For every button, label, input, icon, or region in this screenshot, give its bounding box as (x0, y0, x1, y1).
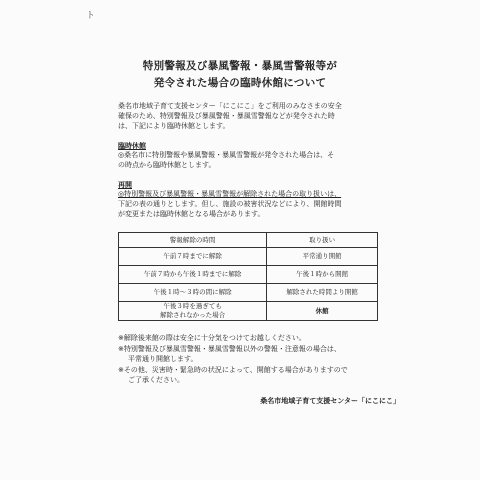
cell-time: 午前７時までに解除 (119, 248, 267, 266)
reopen-line: が変更または臨時休館となる場合があります。 (118, 210, 265, 218)
title-line-1: 特別警報及び暴風警報・暴風雪警報等が (142, 60, 338, 72)
note-line: ご了承ください。 (128, 376, 184, 384)
note-line: 平常通り開館します。 (128, 355, 198, 363)
reopen-body (118, 189, 400, 219)
scan-mark: ト (86, 11, 96, 21)
intro-paragraph (118, 101, 400, 131)
note-line: ※解除後来館の際は安全に十分気をつけてお越しください。 (118, 334, 306, 342)
title-line-2: 発令された場合の臨時休館について (153, 77, 327, 89)
footer-organization: 桑名市地域子育て支援センター「にこにこ」 (260, 397, 400, 405)
closure-body (118, 150, 400, 170)
table-row (119, 248, 378, 266)
note-line: ※その他、災害時・緊急時の状況によって、開館する場合がありますので (118, 365, 348, 374)
note-line: ※特別警報及び暴風雪警報・暴風雪警報以外の警報・注意報の場合は、 (118, 344, 341, 353)
notes (118, 333, 400, 386)
table-row (119, 284, 378, 302)
closure-line: ◎桑名市に特別警報や暴風警報・暴風雪警報が発令された場合は、そ (118, 151, 335, 159)
table-row (119, 302, 378, 321)
intro-line: 桑名市地域子育て支援センター「にこにこ」をご利用のみなさまの安全 (118, 102, 342, 110)
intro-line: 確保のため、特別警報及び暴風警報・暴風雪警報などが発令された時 (118, 112, 335, 120)
cell-action: 平常通り開館 (267, 248, 378, 266)
column-header-time: 警報解除の時間 (119, 233, 267, 248)
reopening-schedule-table (118, 232, 378, 321)
reopen-heading: 再開 (118, 181, 132, 189)
reopen-line: 下記の表の通りとします。但し、施設の被害状況などにより、開館時間 (118, 200, 342, 208)
table-row (119, 266, 378, 284)
cell-action: 午後１時から開館 (267, 266, 378, 284)
cell-time: 午後３時を過ぎても 解除されなかった場合 (119, 302, 267, 321)
cell-time: 午前７時から午後１時までに解除 (119, 266, 267, 284)
closure-line: の時点から臨時休館とします。 (118, 161, 216, 169)
reopen-line: ◎特別警報及び暴風警報・暴風雪警報が解除された場合の取り扱いは、 (118, 190, 342, 198)
cell-action: 休館 (267, 302, 378, 321)
cell-time: 午後１時～３時の間に解除 (119, 284, 267, 302)
table-header-row (119, 233, 378, 248)
closure-heading: 臨時休館 (118, 142, 146, 150)
intro-line: は、下記により臨時休館とします。 (118, 122, 230, 130)
column-header-action: 取り扱い (267, 233, 378, 248)
cell-action: 解除された時間より開館 (267, 284, 378, 302)
